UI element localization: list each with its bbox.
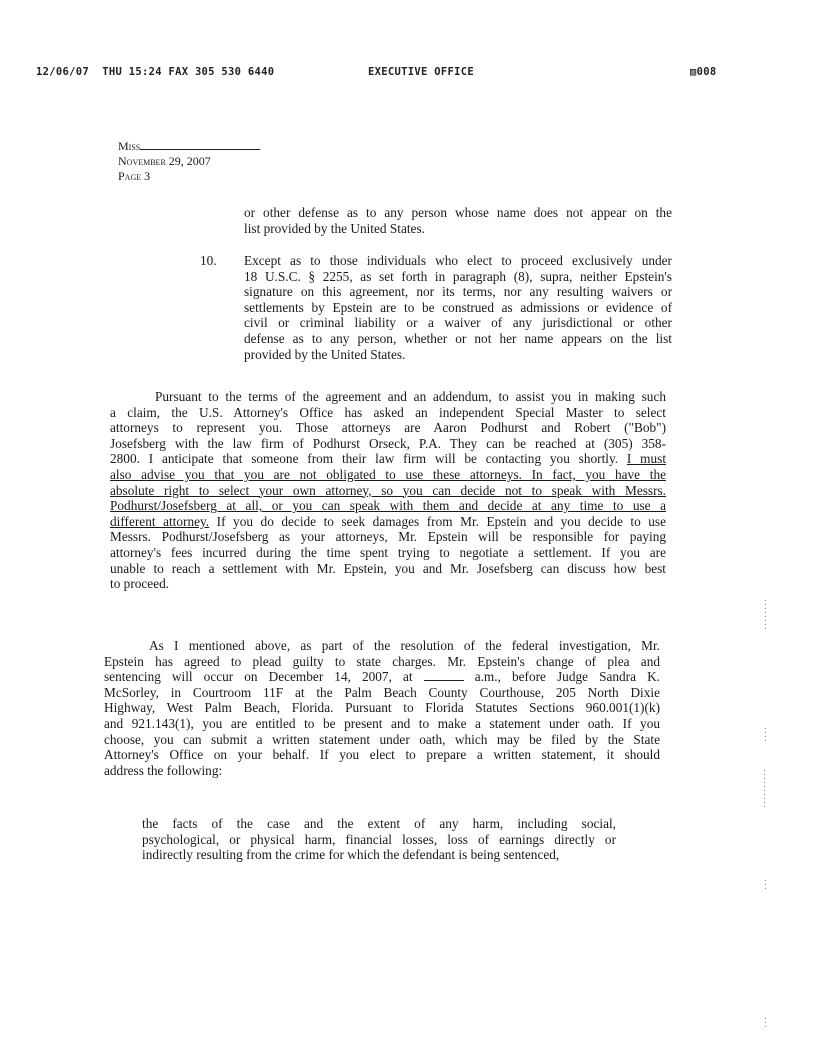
underlined-text: different attorney. <box>110 513 210 529</box>
text-line: unable to reach a settlement with Mr. Epstein, you and Mr. Josefsberg can discuss how best <box>110 560 666 576</box>
text-line: psychological, or physical harm, financial losses, loss of earnings directly or <box>142 831 616 847</box>
scan-speckle <box>765 728 766 744</box>
text-line: Josefsberg with the law firm of Podhurst Orseck, P.A. They can be reached at (305) 358- <box>110 435 666 451</box>
fax-header-office: EXECUTIVE OFFICE <box>368 66 474 78</box>
text-line <box>110 451 666 467</box>
text-line: attorney's fees incurred during the time spent trying to negotiate a settlement. If you are <box>110 544 666 560</box>
text-line: provided by the United States. <box>244 346 406 362</box>
text-line: signature on this agreement, nor its terms, nor any resulting waivers or <box>244 284 672 300</box>
text-line: civil or criminal liability or a waiver of any jurisdictional or other <box>244 315 672 331</box>
text-line: Pursuant to the terms of the agreement and an addendum, to assist you in making such <box>155 389 666 404</box>
text-line: attorneys to represent you. Those attorneys are Aaron Podhurst and Robert ("Bob") <box>110 420 666 436</box>
text-line: Highway, West Palm Beach, Florida. Pursuant to Florida Statutes Sections 960.001(1)(k) <box>104 700 660 716</box>
fax-header-day-time: THU 15:24 <box>102 66 162 78</box>
letter-page: Page 3 <box>118 169 151 183</box>
text-line: Attorney's Office on your behalf. If you elect to prepare a written statement, it should <box>104 747 660 763</box>
item-10-paragraph <box>244 253 672 362</box>
continuation-paragraph <box>244 205 672 236</box>
recipient-blank <box>140 139 260 150</box>
recipient-line <box>118 139 260 154</box>
time-blank <box>424 670 464 681</box>
special-master-paragraph <box>110 389 666 592</box>
text-line: indirectly resulting from the crime for which the defendant is being sentenced, <box>142 847 560 863</box>
text-line: McSorley, in Courtroom 11F at the Palm Beach County Courthouse, 205 North Dixie <box>104 684 660 700</box>
fax-header-date: 12/06/07 THU 15:24 FAX 305 530 6440 <box>36 66 275 78</box>
underlined-line: absolute right to select your own attorney, so you can decide not to speak with Messrs. <box>110 482 666 498</box>
quoted-paragraph <box>142 816 616 863</box>
underlined-text: I must <box>626 451 667 467</box>
text-line: or other defense as to any person whose name does not appear on the <box>244 205 672 220</box>
scan-speckle <box>765 1018 766 1028</box>
text-line: address the following: <box>104 762 223 778</box>
text-line: settlements by Epstein are to be construed as admissions or evidence of <box>244 299 672 315</box>
letter-head <box>118 139 260 184</box>
scan-speckle <box>765 880 766 892</box>
text-line: 18 U.S.C. § 2255, as set forth in paragraph (8), supra, neither Epstein's <box>244 268 672 284</box>
text-line: list provided by the United States. <box>244 220 425 236</box>
text-segment: a.m., before Judge Sandra K. <box>474 669 660 685</box>
underlined-line: Podhurst/Josefsberg at all, or you can speak with them and decide at any time to use a <box>110 498 666 514</box>
text-segment: 2800. I anticipate that someone from their law firm will be contacting you shortly. <box>110 451 619 467</box>
text-line: choose, you can submit a written statement under oath, which may be filed by the State <box>104 731 660 747</box>
scan-speckle <box>764 770 765 810</box>
text-line: defense as to any person, whether or not her name appears on the list <box>244 330 672 346</box>
text-line: to proceed. <box>110 576 170 592</box>
text-line <box>110 514 666 530</box>
letter-date: November 29, 2007 <box>118 154 211 168</box>
scan-speckle <box>765 600 766 630</box>
fax-header-page: ▨008 <box>690 66 717 78</box>
recipient: Miss <box>118 139 141 153</box>
text-line: As I mentioned above, as part of the resolution of the federal investigation, Mr. <box>149 638 660 653</box>
plea-paragraph <box>104 638 660 778</box>
text-line: Messrs. Podhurst/Josefsberg as your attorneys, Mr. Epstein will be responsible for paying <box>110 529 666 545</box>
item-number: 10. <box>200 253 217 268</box>
underlined-line: also advise you that you are not obligated to use these attorneys. In fact, you have the <box>110 466 666 482</box>
text-line: a claim, the U.S. Attorney's Office has asked an independent Special Master to select <box>110 404 666 420</box>
text-segment: sentencing will occur on December 14, 2007, at <box>104 669 413 685</box>
text-line <box>104 669 660 685</box>
text-line: Except as to those individuals who elect to proceed exclusively under <box>244 253 672 268</box>
text-line: Epstein has agreed to plead guilty to state charges. Mr. Epstein's change of plea and <box>104 653 660 669</box>
text-segment: If you do decide to seek damages from Mr. Epstein and you decide to use <box>216 513 666 529</box>
text-line: and 921.143(1), you are entitled to be present and to make a statement under oath. If you <box>104 715 660 731</box>
text-line: the facts of the case and the extent of any harm, including social, <box>142 816 616 831</box>
fax-header-number: FAX 305 530 6440 <box>168 66 275 78</box>
